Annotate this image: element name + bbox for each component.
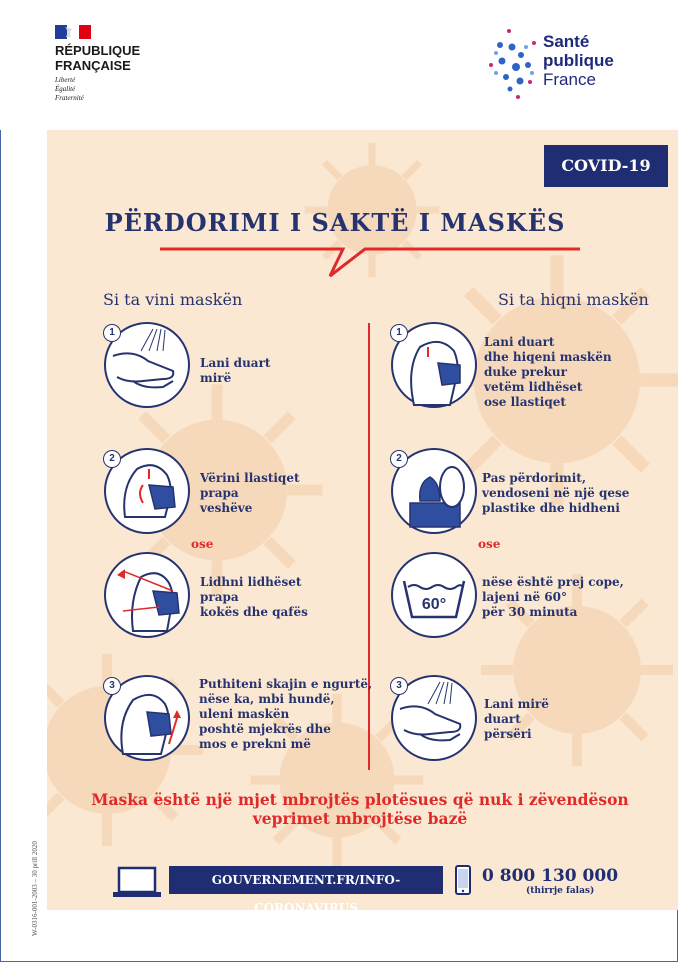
wash-60-icon bbox=[390, 551, 478, 639]
republique-francaise-label: RÉPUBLIQUE FRANÇAISE bbox=[55, 43, 141, 73]
hotline-number[interactable]: 0 800 130 000 bbox=[482, 866, 619, 886]
right-step2-text: Pas përdorimit, vendoseni në një qese plastike dhe hidheni bbox=[482, 471, 630, 515]
step-number: 1 bbox=[390, 324, 408, 342]
motto: Liberté Égalité Fraternité bbox=[55, 76, 84, 102]
document-reference: W-0316-001-2003 – 30 prill 2020 bbox=[31, 841, 39, 936]
covid-badge: COVID-19 bbox=[544, 145, 668, 187]
gov-info-link[interactable]: GOUVERNEMENT.FR/INFO-CORONAVIRUS bbox=[169, 866, 443, 894]
or-label: ose bbox=[478, 537, 501, 551]
right-step2b-text: nëse është prej cope, lajeni në 60° për 30 minuta bbox=[482, 575, 624, 619]
step-number: 2 bbox=[390, 450, 408, 468]
sante-publique-france-label: Santé publique France bbox=[543, 32, 614, 89]
right-step1-text: Lani duart dhe hiqeni maskën duke prekur vetëm lidhëset ose llastiqet bbox=[484, 335, 612, 409]
step-number: 3 bbox=[103, 677, 121, 695]
left-step3-text: Puthiteni skajin e ngurtë, nëse ka, mbi hundë, uleni maskën poshtë mjekrës dhe mos e prekni më bbox=[199, 677, 373, 751]
step-number: 1 bbox=[103, 324, 121, 342]
take-off-heading: Si ta hiqni maskën bbox=[498, 290, 649, 309]
marianne-flag-logo bbox=[55, 25, 91, 39]
or-label: ose bbox=[191, 537, 214, 551]
mask-disclaimer: Maska është një mjet mbrojtës plotësues që nuk i zëvendëson veprimet mbrojtëse bazë bbox=[91, 790, 629, 828]
put-on-heading: Si ta vini maskën bbox=[103, 290, 243, 309]
sante-publique-dots-logo bbox=[488, 27, 538, 107]
laptop-icon bbox=[113, 866, 161, 898]
wash-temperature-label: 60° bbox=[421, 596, 447, 613]
mask-ties-icon bbox=[103, 551, 191, 639]
step-number: 2 bbox=[103, 450, 121, 468]
header bbox=[0, 0, 678, 130]
hotline-free-note: (thirrje falas) bbox=[526, 886, 595, 896]
left-step2b-text: Lidhni lidhëset prapa kokës dhe qafës bbox=[200, 575, 308, 619]
phone-icon bbox=[455, 865, 471, 895]
left-step1-text: Lani duart mirë bbox=[200, 356, 271, 385]
page-title: PËRDORIMI I SAKTË I MASKËS bbox=[104, 208, 566, 237]
right-step3-text: Lani mirë duart përsëri bbox=[484, 697, 549, 741]
left-step2-text: Vërini llastiqet prapa veshëve bbox=[200, 471, 300, 515]
speech-bubble-underline bbox=[160, 240, 580, 280]
step-number: 3 bbox=[390, 677, 408, 695]
